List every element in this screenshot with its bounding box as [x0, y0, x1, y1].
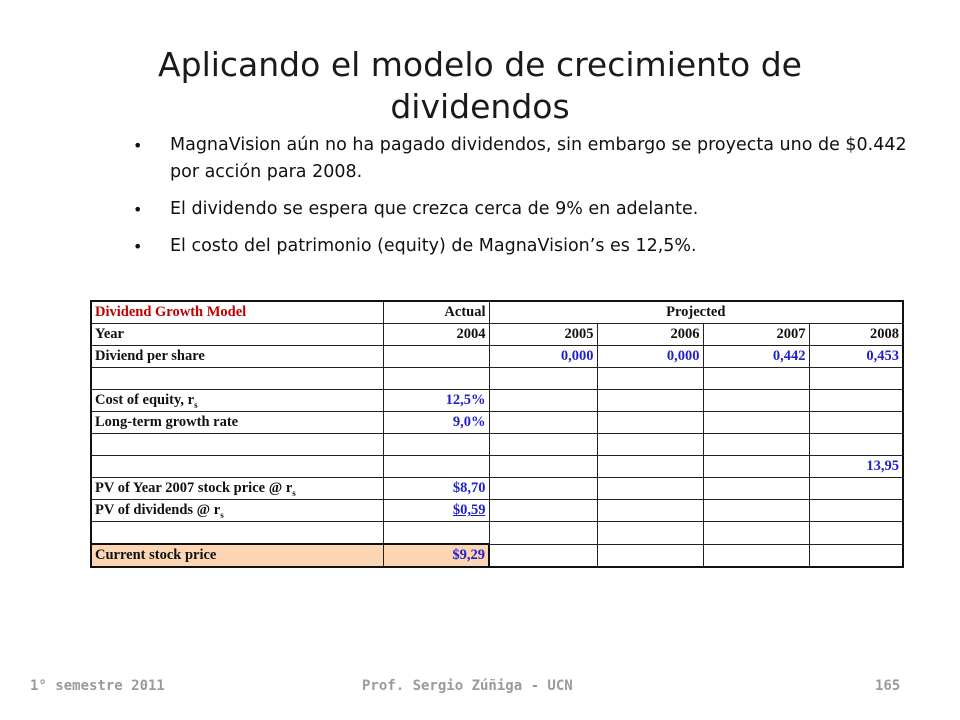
pv-dividends-label: PV of dividends @ $r_s$ — [91, 500, 383, 522]
pv-dividends-value: $0,59 — [383, 500, 489, 522]
cost-of-equity-value: 12,5% — [383, 390, 489, 412]
year-cell: 2008 — [809, 324, 903, 346]
bullet-text: MagnaVision aún no ha pagado dividendos, sin embargo se proyecta uno de $0.442 por acción para 2008. — [170, 135, 907, 182]
dividend-cell: 0,000 — [597, 346, 703, 368]
growth-rate-label: Long-term growth rate — [91, 412, 383, 434]
terminal-value: 13,95 — [809, 456, 903, 478]
cost-of-equity-label: Cost of equity, $r_s$ — [91, 390, 383, 412]
growth-rate-row — [91, 412, 903, 434]
footer-author: Prof. Sergio Zúñiga - UCN — [362, 678, 573, 694]
year-label: Year — [91, 324, 383, 346]
empty-row — [91, 368, 903, 390]
empty-row — [91, 434, 903, 456]
bullet-dot-icon: • — [133, 237, 143, 256]
cost-of-equity-row — [91, 390, 903, 412]
current-price-label: Current stock price — [91, 544, 383, 567]
bullet-text: El dividendo se espera que crezca cerca de 9% en adelante. — [170, 199, 699, 219]
year-cell: 2005 — [489, 324, 597, 346]
dividend-growth-table — [90, 300, 904, 568]
pv-stock-row — [91, 478, 903, 500]
pv-stock-value: $8,70 — [383, 478, 489, 500]
bullet-item — [130, 196, 930, 223]
slide-title: Aplicando el modelo de crecimiento de dividendos — [158, 45, 802, 126]
empty-row — [91, 522, 903, 545]
bullet-item — [130, 233, 930, 260]
bullet-item — [130, 132, 930, 186]
bullet-list — [130, 132, 930, 270]
year-cell: 2007 — [703, 324, 809, 346]
table-header-row — [91, 301, 903, 324]
year-row — [91, 324, 903, 346]
actual-header: Actual — [383, 301, 489, 324]
bullet-text: El costo del patrimonio (equity) de MagnaVision’s es 12,5%. — [170, 236, 697, 256]
pv-stock-label: PV of Year 2007 stock price @ $r_s$ — [91, 478, 383, 500]
year-cell: 2004 — [383, 324, 489, 346]
table-title: Dividend Growth Model — [91, 301, 383, 324]
dividend-cell: 0,442 — [703, 346, 809, 368]
current-price-row — [91, 544, 903, 567]
dividend-cell: 0,453 — [809, 346, 903, 368]
page-number: 165 — [875, 678, 901, 694]
dividend-label: Diviend per share — [91, 346, 383, 368]
bullet-dot-icon: • — [133, 136, 143, 155]
projected-header: Projected — [489, 301, 903, 324]
growth-rate-value: 9,0% — [383, 412, 489, 434]
bullet-dot-icon: • — [133, 200, 143, 219]
dividend-cell — [383, 346, 489, 368]
dividend-cell: 0,000 — [489, 346, 597, 368]
dividend-row — [91, 346, 903, 368]
footer-semester: 1° semestre 2011 — [30, 678, 165, 694]
terminal-value-row — [91, 456, 903, 478]
current-price-value: $9,29 — [383, 544, 489, 567]
pv-dividends-row — [91, 500, 903, 522]
year-cell: 2006 — [597, 324, 703, 346]
